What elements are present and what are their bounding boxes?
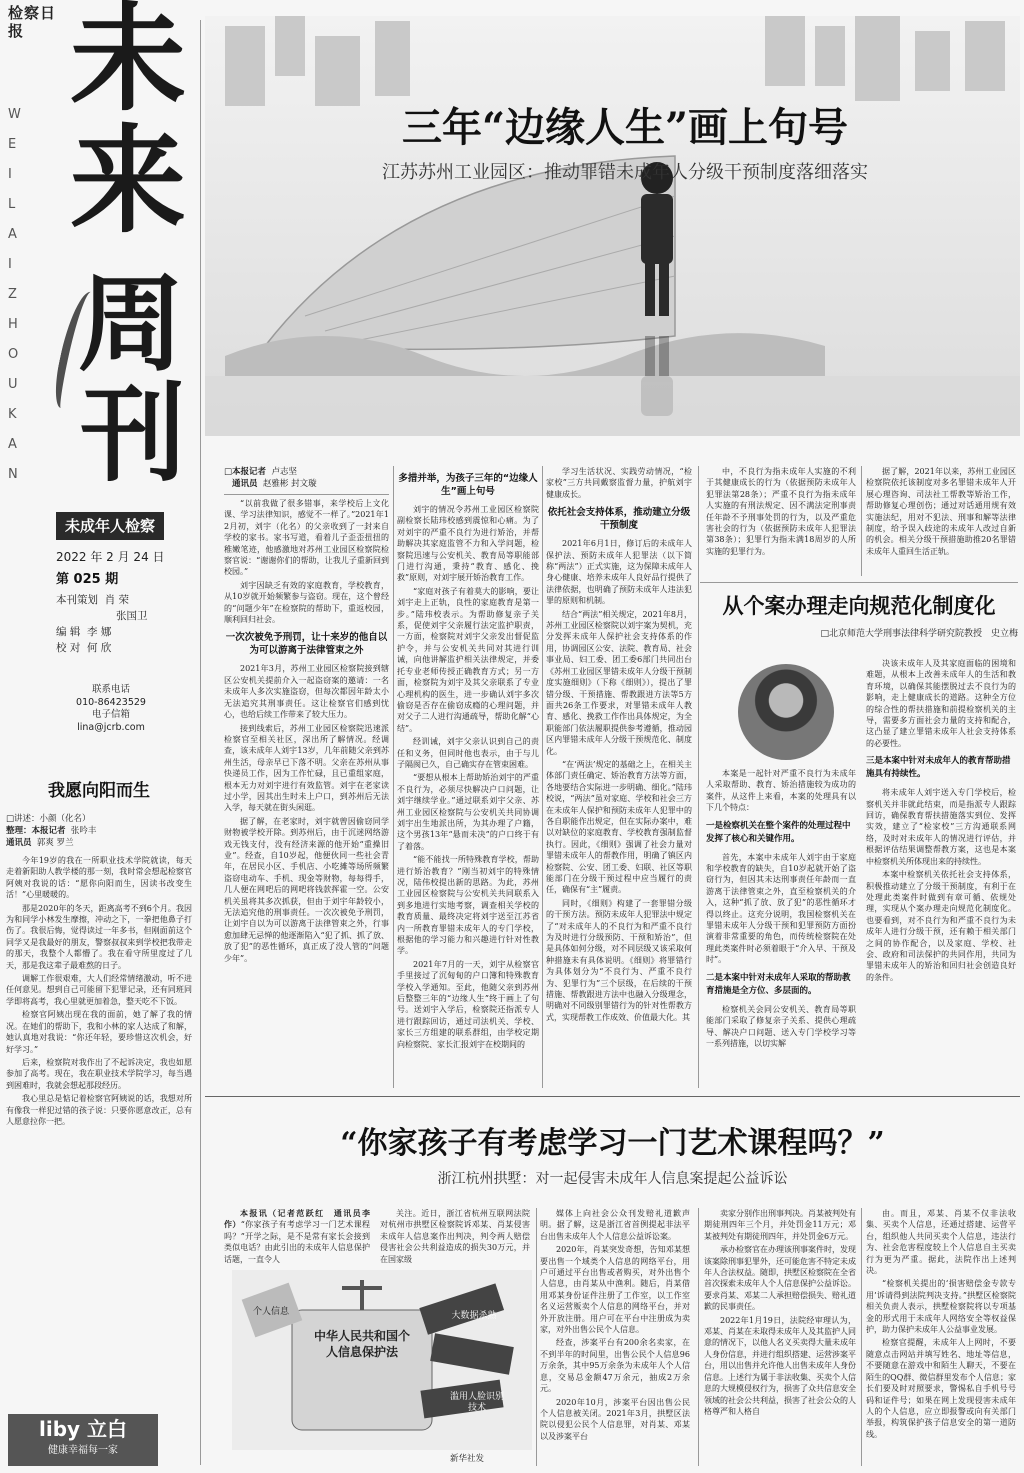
masthead-title-char-3: 周 [78, 263, 184, 386]
newspaper-logo: 检察日报 [8, 4, 57, 40]
masthead-title-char-2: 来 [70, 114, 186, 249]
section-badge: 未成年人检察 [56, 512, 164, 540]
second-story-col-5: 由。而且，邓某、肖某不仅非法收集、买卖个人信息，还通过搭建、运营平台，组织他人共同买卖个人信息，违法行为、社会危害程度较上个人信息自主买卖行为更为严重。据此，法院作出上述判决。 “检察机关提出的‘损害赔偿金专款专用’诉请得到法院判决支持。”拱墅区检察院相关负责人表示，拱墅检察院将以专项基金的形式用于未成年人网络安全等权益保护，助力保护未成年人公益事业发展。 检察官提醒，未成年人上网时，不要随意点击网站并填写姓名、地址等信息，不要随意在游戏中和陌生人聊天，不要在陌生的QQ群、微信群里发布个人信息；家长们要及时对照要求，警惕私自手机号号码和证件号；如果在网上发现侵害未成年人的个人信息，应立即报警或向有关部门举报，构筑保护孩子信息安全的第一道防线。 [866, 1209, 1016, 1439]
main-headline: 三年“边缘人生”画上句号 [401, 104, 848, 151]
divider [698, 466, 699, 1088]
masthead-pinyin: W E I L A I Z H O U K A N [8, 107, 21, 482]
second-story-col-3: 媒体上向社会公众刊发赔礼道歉声明。据了解，这是浙江省首例提起非法平台出售未成年人个人信息公益诉讼案。 2020年，肖某突发奇想，告知邓某想要出售一个域类个人信息的网络平台，用户可通过平台出售或者购买，对外出售个人信息，由肖某从中渔利。随后，肖某借用邓某身份证件注册了工作室，以工作室名义运营贩卖个人信息的网络平台，并对外开放注册。用户可在平台中注册成为卖家，对外出售公民个人信息。 经查，涉案平台有200余名卖家，在不到半年的时间里，出售公民个人信息96万余条，其中95万余条为未成年人个人信息，交易总金额47万余元，抽成2万余元。 2020年10月，涉案平台因出售公民个人信息被关闭。2021年3月，拱墅区法院以侵犯公民个人信息罪，对肖某、邓某以及涉案平台 [540, 1209, 690, 1441]
illustration-label-bigdata: 大数据杀熟 [451, 1311, 497, 1321]
main-story-col-1: “以前我做了很多错事，来学校后上文化课、学习法律知识，感觉不一样了。”2021年12月初，刘宇（化名）的父亲收到了一封来自学校的家书。家书写道，看着儿子歪歪扭扭的稚嫩笔迹，他感激地对苏州工业园区检察院检察官说：“谢谢你们的帮助，让我儿子重新回到校园。” 刘宇因缺乏有效的家庭教育，学校教育，从10岁就开始频繁参与盗窃。现在，这个曾经的“问题少年”在检察院的帮助下，重返校园，顺利回归社会。 一次次被免予刑罚，让十来岁的他自以为可以游离于法律管束之外 2021年3月，苏州工业园区检察院接到辖区公安机关提前介入一起盗窃案的邀请：一名未成年人多次实施盗窃，但每次都因年龄太小无法追究其刑事责任。这让检察官们感到忧心，也给后续工作带来了较大压力。 接到线索后，苏州工业园区检察院迅速派检察官至相关社区，深出所了解情况。经调查，该未成年人刘宇13岁，几年前随父亲到苏州生活，母亲早已下落不明。父亲在苏州从事快递员工作，因为工作忙碌，且已重组家庭，根本无力对刘宇进行有效监管。刘宇在老家读过小学，因其出生时未上户口，到苏州后无法入学，每天就在街头闲逛。 据了解，在老家时，刘宇就曾因偷窃同学财物被学校开除。到苏州后，由于沉迷网络游戏无钱支付，没有经济来源的他开始“重操旧业”。经查，自10岁起，他便伙同一些社会青年，在居民小区、手机店、小吃摊等场所频繁盗窃电动车、手机、现金等财物，每每得手，几人便在网吧后的网吧将钱款挥霍一空。公安机关虽将其多次抓获，但由于刘宇年龄较小，无法追究他的刑事责任。一次次被免予刑罚，让刘宇自以为可以游离于法律管束之外，行事愈加肆无忌惮的他逐渐陷入“犯了抓、抓了放、放了犯”的恶性循环，真正成了没人管的“问题少年”。 [224, 499, 389, 963]
divider [224, 494, 389, 495]
masthead-title-char-4: 刊 [80, 373, 186, 496]
footer-ad[interactable] [8, 1414, 158, 1466]
main-story-col-4: 中，不良行为指未成年人实施的不利于其健康成长的行为（依据预防未成年人犯罪法第28条）；严重不良行为指未成年人实施的有刑法规定、因不满法定刑事责任年龄不予刑事处罚的行为，以及严重危害社会的行为（依据预防未成年人犯罪法第38条）；犯罪行为指未满18周岁的人所实施的犯罪行为。 [706, 467, 856, 556]
commentary-subhead-2: 二是本案中针对未成年人采取的帮助教育措施是全方位、多层面的。 [706, 972, 851, 996]
phone-number: 010-86423529 [76, 696, 146, 708]
ad-slogan: 健康幸福每一家 [48, 1445, 118, 1456]
staff-row: 本刊策划 肖 荣 [56, 594, 130, 606]
main-story-subhead-1: 一次次被免予刑罚，让十来岁的他自以为可以游离于法律管束之外 [225, 632, 388, 657]
hero-illustration [205, 16, 1020, 436]
main-story-subhead-2: 多措并举，为孩子三年的“边缘人生”画上句号 [398, 473, 538, 497]
commentary-headline: 从个案办理走向规范化制度化 [722, 593, 996, 618]
main-story-subhead-3: 依托社会支持体系，推动建立分级干预制度 [547, 507, 691, 532]
staff-row: 张国卫 [116, 610, 148, 622]
divider [861, 1208, 862, 1466]
masthead-title-char-1: 未 [70, 0, 186, 127]
second-story-subheadline: 浙江杭州拱墅：对一起侵害未成年人信息案提起公益诉讼 [437, 1171, 788, 1187]
illustration-credit: 新华社发 [450, 1454, 485, 1464]
divider [700, 582, 1018, 583]
ad-brand: liby 立白 [38, 1417, 128, 1441]
staff-row: 校 对 何 欣 [56, 642, 112, 654]
second-story-col-1: 本报讯（记者范跃红 通讯员李作）“你家孩子有考虑学习一门艺术课程吗？”开学之际，是不是常有家长会接到类似电话？由此引出的未成年人信息保护话题，一直令人 [224, 1208, 370, 1264]
commentary-subhead-1: 一是检察机关在整个案件的处理过程中发挥了核心和关键作用。 [706, 820, 851, 844]
main-story-col-5: 据了解，2021年以来，苏州工业园区检察院依托该制度对多名罪错未成年人开展心理咨询、司法社工帮教等矫治工作，帮助修复心理创伤；通过对话通用规有效实施法纪，用对不犯法、刑事和解等法律制度，给予误入歧途的未成年人改过自新的机会。相关分级干预措施助推20名罪错未成年人重回生活正轨。 [866, 467, 1016, 556]
staff-row: 编 辑 李 娜 [56, 626, 112, 638]
divider [205, 1096, 1020, 1097]
main-byline: □本报记者 卢志坚 通讯员 赵雅彬 封文璇 [224, 467, 317, 489]
illustration-label-personal-info: 个人信息 [252, 1307, 289, 1317]
divider [536, 1208, 537, 1466]
contact-block: 联系电话 010-86423529 电子信箱 lina@jcrb.com [56, 684, 166, 734]
privacy-law-cartoon [232, 1270, 532, 1450]
left-story-body: 今年19岁的我在一所职业技术学院就读，每天走着新阳助人教学楼的那一刻，我时常会想起检察官阿姨对我说的话：“愿你向阳而生，因读书改变生活！”心里暖暖的。 那是2020年的冬天，距离高考不到6个月。我因为和同学小林发生摩擦，冲动之下，一拳把他鼻子打伤了。我很后悔，觉得读过一年多书，但刚面前这个同学又是我最好的朋友，警察叔叔来到学校把我带走的那天，我整个人都懵了。我在看守所里度过了几天，那是我这辈子最难熬的日子。 调解工作很艰难，大人们经常情绪激动，听不进任何意见。想到自己可能留下犯罪记录，还有同班同学即将高考，我心里就更加着急，整天吃不下饭。 检察官阿姨出现在我的面前，她了解了我的情况。在她们的帮助下，我和小林的家人达成了和解，她认真地对我说：“你还年轻，要珍惜这次机会，好好学习。” 后来，检察院对我作出了不起诉决定，我也如愿参加了高考。现在，我在职业技术学院学习，每当遇到困难时，我就会想起那段经历。 我心里总是惦记着检察官阿姨说的话，我想对所有像我一样犯过错的孩子说：只要你愿意改正，总有人愿意拉你一把。 [6, 856, 192, 1126]
staff-list [56, 592, 166, 656]
divider [393, 466, 394, 1088]
divider [200, 20, 201, 1465]
second-story-col-2: 关注。近日，浙江省杭州互联网法院对杭州市拱墅区检察院诉邓某、肖某侵害未成年人信息案作出判决，判令两人赔偿侵害社会公共利益造成的损失30万元，并在国家级 [380, 1209, 530, 1264]
commentary-col-2: 决该未成年人及其家庭面临的困境和难题，从根本上改善未成年人的生活和教育环境，以确保其能摆脱过去不良行为的影响，走上健康成长的道路。这种全方位的综合性的帮扶措施和前提检察机关的主导，需要多方面社会力量的支持和配合，这凸显了建立罪错未成年人社会支持体系的必要性。 三是本案中针对未成年人的教育帮助措施具有持续性。 将未成年人刘宇送入专门学校后，检察机关并非就此结束，而是指派专人跟踪回访，确保教育帮扶措施落实到位、发挥实效，建立了“检家校”三方沟通联系网络，及时对未成年人的情况进行评估，并根据评估结果调整帮教方案，这也是本案中检察机关所体现出来的持续性。 本案中检察机关依托社会支持体系，积极推动建立了分级干预制度，有利于在处理此类案件时做到有章可循、依规处理，实现从个案办理走向规范化制度化。也要看到，对不良行为和严重不良行为未成年人进行分级干预，还有赖于相关部门之间的协作配合，以及家庭、学校、社会、政府和司法保护的共同作用，共同为罪错未成年人的矫治和回归社会创造良好的条件。 [866, 659, 1016, 982]
left-story-byline: □讲述：小颜（化名） 整理：本报记者 张吟丰 通讯员 郭爽 罗兰 [6, 814, 97, 848]
second-story-headline: “你家孩子有考虑学习一门艺术课程吗？” [340, 1126, 885, 1161]
issue-date: 2022 年 2 月 24 日 [56, 550, 165, 564]
main-story-col-3: 学习生活状况、实践劳动情况，“检家校”三方共同戴察监督力量，护航刘宇健康成长。 依托社会支持体系，推动建立分级干预制度 2021年6月1日，修订后的未成年人保护法、预防未成年人犯罪法（以下简称“两法”）正式实施，这为保障未成年人身心健康、培养未成年人良好品行提供了法律依据，也明确了预防未成年人违法犯罪的原则和机制。 结合“两法”相关规定，2021年8月，苏州工业园区检察院以刘宇案为契机，充分发挥未成年人保护社会支持体系的作用，协调园区公安、法院、教育局、社会事业局、妇工委、团工委6部门共同出台《苏州工业园区罪错未成年人分级干预制度实施细则》（下称《细则》），提出了罪错分级、干预措施、帮教跟进方法等5方面共26条工作要求，对罪错未成年人教育、感化、挽救工作作出具体规定，为全职能部门依法履职提供参考遵循，推动园区内罪错未成年人分级干预规范化、制度化。 “在‘两法’规定的基础之上，在相关主体部门责任确定、矫治教育方法等方面，各地要结合实际进一步明确、细化。”陆玮校说，“两法”虽对家庭、学校和社会三方在未成年人保护和预防未成年人犯罪中的各自职能作出规定，但在实际办案中，难以对缺位的家庭教育、学校教育强制监督执行。因此，《细则》强调了社会力量对罪错未成年人的帮教作用，明确了镇区内检察院、公安、团工委、妇联、社区等职能部门在分级干预过程中应当履行的责任，确保有“主”履责。 同时，《细则》构建了一套罪错分级的干预方法。预防未成年人犯罪法中规定了“对未成年人的不良行为和严重不良行为及时进行分级预防、干预和矫治”，但是具体如何分级，对不同层级又该采取何种措施未有具体说明。《细则》将罪错行为具体划分为“不良行为、严重不良行为、犯罪行为”三个层级，在后续的干预措施、帮教跟进方法中也融入分级理念，明确对不同级别罪错行为的针对性帮教方式，实现帮教工作成效、价值最大化。其 [546, 467, 692, 1022]
email-address[interactable]: lina@jcrb.com [77, 721, 145, 733]
illustration-label-law: 中华人民共和国个人信息保护法 [313, 1329, 410, 1359]
author-photo [738, 664, 834, 760]
divider [542, 466, 543, 1088]
commentary-author: □北京师范大学刑事法律科学研究院教授 史立梅 [820, 629, 1018, 639]
second-story-col-4: 卖家分别作出刑事判决。肖某被判处有期徒刑四年三个月，并处罚金11万元；邓某被判处有期徒刑四年，并处罚金6万元。 承办检察官在办理该刑事案件时，发现该案除刑事犯罪外，还可能危害不特定未成年人合法权益。随即，拱墅区检察院在全省首次探索未成年人个人信息保护公益诉讼。要求肖某、邓某二人承担赔偿损失、赔礼道歉的民事责任。 2022年1月19日，法院经审理认为，邓某、肖某在未取得未成年人及其监护人同意的情况下，以他人名义买卖得大量未成年人身份信息，并进行组织搭建、运营涉案平台，用以出售并允许他人出售未成年人身份信息。上述行为属于非法收集、买卖个人信息的大规模侵权行为，损害了众共信息安全领域的社会公共利益，损害了社会公众的人格尊严和人格自 [704, 1209, 856, 1416]
masthead [0, 0, 200, 770]
illustration-label-face: 滥用人脸识别技术 [449, 1392, 504, 1413]
issue-number: 第 025 期 [56, 572, 119, 587]
divider [861, 466, 862, 576]
commentary-col-1: 本案是一起针对严重不良行为未成年人采取帮助、教育、矫治措施较为成功的案件，从这件上来看，本案的处理具有以下几个特点： 一是检察机关在整个案件的处理过程中发挥了核心和关键作用。 首先，本案中未成年人刘宇由于家庭和学校教育的缺失，自10岁起就开始了盗窃行为，但因其未达刑事责任年龄而一直游离于法律管束之外，直至检察机关的介入，这种“抓了放、放了犯”的恶性循环才得以终止。这充分说明，我国检察机关在罪错未成年人分级干预和犯罪预防方面扮演着非常重要的角色，而传统检察院在处理此类案件时必须着眼于“介入早、干预及时”。 二是本案中针对未成年人采取的帮助教育措施是全方位、多层面的。 检察机关会同公安机关、教育局等职能部门采取了修复亲子关系、提供心理疏导、解决户口问题、送入专门学校学习等一系列措施，以切实解 [706, 769, 856, 1048]
main-subheadline: 江苏苏州工业园区：推动罪错未成年人分级干预制度落细落实 [382, 162, 868, 183]
commentary-subhead-3: 三是本案中针对未成年人的教育帮助措施具有持续性。 [866, 756, 1011, 780]
main-story-col-2: 多措并举，为孩子三年的“边缘人生”画上句号 刘宇的情况令苏州工业园区检察院副检察长陆玮校感到震惊和心痛。为了对刘宇的严重不良行为进行矫治，并帮助解决其家庭监管不力和入学问题，检察院迅速与公安机关、教育局等职能部门进行沟通，秉持“教育、感化、挽救”原则，对刘宇展开矫治教育工作。 “家庭对孩子有着莫大的影响，要让刘宇走上正轨，良性的家庭教育是第一步。”陆玮校表示。为帮助修复亲子关系，促使刘宇父亲履行法定监护职责，一方面，检察院对刘宇父亲发出督促监护令，并与公安机关共同对其进行训诫，向他讲解监护相关法律规定，并委托专业老师传授正确教育方式；另一方面，检察院为刘宇及其父亲联系了专业心理机构的医生，进一步确认刘宇多次偷窃是否存在偷窃成瘾的心理问题，并对父子二人进行沟通疏导，帮助化解“心结”。 经训诫，刘宇父亲认识到自己的责任和义务，但同时他也表示，由于与儿子隔阂已久，自己确实存在管束困难。 “要想从根本上帮助矫治刘宇的严重不良行为，必须尽快解决户口问题，让刘宇继续学业。”通过联系刘宇父亲、苏州工业园区检察院与公安机关共同协调刘宇出生地派出所，为其办理了户籍，这个男孩13年“悬而未决”的户口终于有了着落。 “能不能找一所特殊教育学校，帮助进行矫治教育？”刚当初刘宇的特殊情况，陆伟校提出新的思路。为此，苏州工业园区检察院与公安机关共同联系入到多地进行实地考察，调查相关学校的教育质量、最终决定将刘宇送至江苏省内一所教育罪错未成年人的专门学校，根据他的学习能力和兴趣进行针对性教学。 2021年7月的一天，刘宇从检察官手里接过了沉甸甸的户口簿和特殊教育学校入学通知。至此，他随父亲到苏州后整整三年的“边缘人生”终于画上了句号。送刘宇入学后，检察院还指派专人进行跟踪回访，通过司法机关、学校、家长三方组建的联系群组，由学校定期向检察院、家长汇报刘宇在校期间的 [397, 473, 539, 1049]
city-and-boat-illustration [205, 16, 1020, 436]
divider [698, 1208, 699, 1466]
left-column-story [6, 772, 192, 1412]
left-story-title: 我愿向阳而生 [48, 781, 150, 801]
privacy-law-illustration [232, 1270, 532, 1450]
